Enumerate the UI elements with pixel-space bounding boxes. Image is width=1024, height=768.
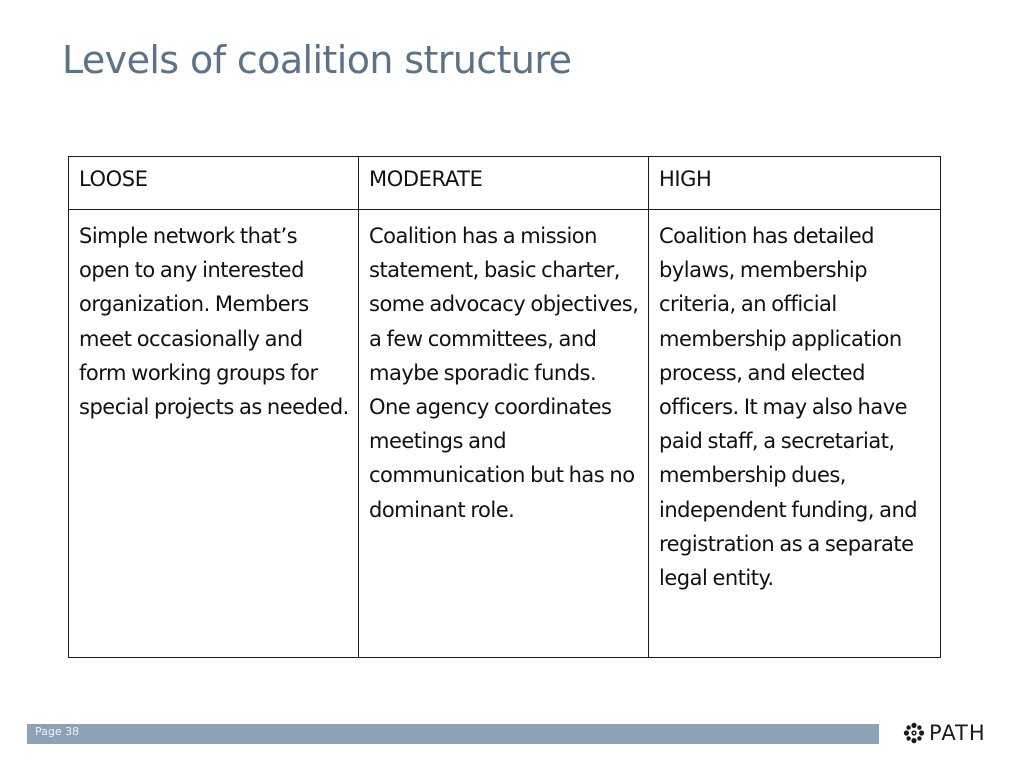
cell-loose: Simple network that’s open to any interested organization. Members meet occasionally and form working groups for special projects as needed. [69, 210, 359, 658]
cell-moderate: Coalition has a mission statement, basic charter, some advocacy objectives, a few committees, and maybe sporadic funds. One agency coordinates meetings and communication but has no dominant role. [359, 210, 649, 658]
footer-bar [27, 724, 879, 744]
logo-text: PATH [929, 721, 986, 745]
coalition-levels-table [68, 156, 941, 658]
header-high: HIGH [649, 157, 941, 210]
cell-high: Coalition has detailed bylaws, membership criteria, an official membership application process, and elected officers. It may also have paid staff, a secretariat, membership dues, independent funding, and registration as a separate legal entity. [649, 210, 941, 658]
table-header-row [69, 157, 941, 210]
slide-title: Levels of coalition structure [62, 38, 572, 82]
path-logo-icon [903, 722, 925, 744]
header-loose: LOOSE [69, 157, 359, 210]
page-number: Page 38 [35, 725, 80, 738]
table-row [69, 210, 941, 658]
header-moderate: MODERATE [359, 157, 649, 210]
path-logo [903, 719, 986, 747]
